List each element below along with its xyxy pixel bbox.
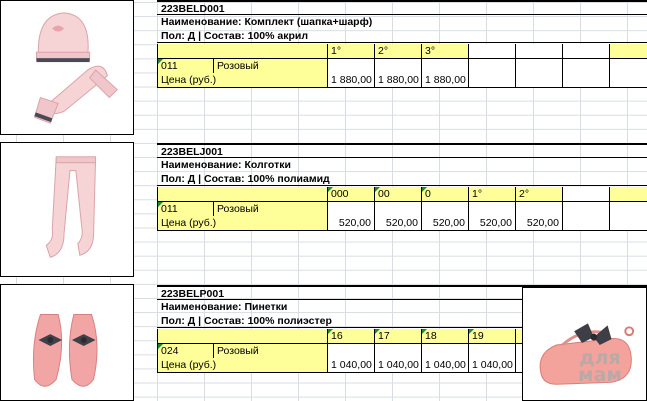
size-cell[interactable]: 16	[328, 329, 375, 343]
empty-cell[interactable]	[422, 202, 469, 216]
empty-cell[interactable]	[328, 202, 375, 216]
empty-cell[interactable]	[610, 44, 647, 58]
size-cell[interactable]: 1°	[328, 44, 375, 58]
price-cell[interactable]: 1 040,00	[469, 358, 516, 372]
empty-cell[interactable]	[563, 216, 610, 230]
size-row	[157, 187, 647, 202]
size-cell[interactable]: 000	[328, 187, 375, 201]
price-cell[interactable]: 520,00	[516, 216, 563, 230]
color-name-cell[interactable]: Розовый	[214, 344, 328, 358]
empty-cell[interactable]	[516, 59, 563, 73]
product-code[interactable]: 223BELD001	[157, 0, 647, 15]
price-cell[interactable]: 520,00	[328, 216, 375, 230]
product-name[interactable]: Наименование: Комплект (шапка+шарф)	[161, 16, 373, 28]
empty-cell[interactable]	[516, 44, 563, 58]
empty-cell[interactable]	[469, 344, 516, 358]
baby-shoes-image	[1, 285, 133, 400]
empty-cell[interactable]	[157, 329, 328, 343]
color-name-cell[interactable]: Розовый	[214, 59, 328, 73]
price-cell[interactable]: 520,00	[422, 216, 469, 230]
price-cell[interactable]: 1 880,00	[375, 73, 422, 87]
empty-cell[interactable]	[375, 344, 422, 358]
empty-cell[interactable]	[563, 187, 610, 201]
hat-scarf-set-image	[1, 1, 133, 134]
empty-cell[interactable]	[516, 202, 563, 216]
empty-cell[interactable]	[328, 59, 375, 73]
product-block-1	[157, 0, 647, 90]
product-block-2	[157, 143, 647, 233]
price-cell[interactable]: 1 880,00	[328, 73, 375, 87]
price-row	[157, 216, 647, 231]
empty-cell[interactable]	[328, 344, 375, 358]
empty-cell[interactable]	[469, 59, 516, 73]
empty-cell[interactable]	[516, 73, 563, 87]
color-name-cell[interactable]: Розовый	[214, 202, 328, 216]
size-cell[interactable]: 19	[469, 329, 516, 343]
price-label-cell[interactable]: Цена (руб.)	[157, 73, 328, 87]
empty-cell[interactable]	[610, 187, 647, 201]
color-row	[157, 202, 647, 217]
empty-cell[interactable]	[469, 44, 516, 58]
tights-image	[1, 143, 133, 276]
price-cell[interactable]: 1 040,00	[422, 358, 469, 372]
size-cell[interactable]: 17	[375, 329, 422, 343]
size-cell[interactable]: 0	[422, 187, 469, 201]
empty-cell[interactable]	[469, 73, 516, 87]
price-cell[interactable]: 1 040,00	[375, 358, 422, 372]
price-label-cell[interactable]: Цена (руб.)	[157, 358, 328, 372]
product-composition[interactable]: Пол: Д | Состав: 100% акрил	[157, 29, 647, 43]
color-code-cell[interactable]: 011	[157, 202, 214, 216]
size-cell[interactable]: 2°	[375, 44, 422, 58]
size-cell[interactable]: 2°	[516, 187, 563, 201]
price-cell[interactable]: 1 880,00	[422, 73, 469, 87]
color-row	[157, 59, 647, 74]
empty-cell[interactable]	[469, 202, 516, 216]
empty-cell[interactable]	[422, 344, 469, 358]
empty-cell[interactable]	[563, 59, 610, 73]
empty-cell[interactable]	[422, 59, 469, 73]
empty-cell[interactable]	[157, 187, 328, 201]
size-cell[interactable]: 1°	[469, 187, 516, 201]
price-label-cell[interactable]: Цена (руб.)	[157, 216, 328, 230]
product-composition[interactable]: Пол: Д | Состав: 100% полиэстер	[157, 314, 647, 328]
empty-cell[interactable]	[563, 73, 610, 87]
product-name[interactable]: Наименование: Колготки	[161, 159, 291, 171]
empty-cell[interactable]	[375, 59, 422, 73]
price-cell[interactable]: 520,00	[375, 216, 422, 230]
empty-cell[interactable]	[563, 202, 610, 216]
color-code-cell[interactable]: 011	[157, 59, 214, 73]
size-cell[interactable]: 3°	[422, 44, 469, 58]
color-code-cell[interactable]: 024	[157, 344, 214, 358]
product-photo-3	[0, 284, 134, 401]
size-row	[157, 44, 647, 59]
empty-cell[interactable]	[157, 44, 328, 58]
product-code[interactable]: 223BELP001	[157, 285, 647, 300]
watermark: для мам	[578, 347, 622, 386]
price-row	[157, 73, 647, 88]
empty-cell[interactable]	[563, 44, 610, 58]
product-name[interactable]: Наименование: Пинетки	[161, 301, 288, 313]
empty-cell[interactable]	[375, 202, 422, 216]
price-cell[interactable]: 1 040,00	[328, 358, 375, 372]
size-cell[interactable]: 18	[422, 329, 469, 343]
product-code[interactable]: 223BELJ001	[157, 143, 647, 158]
product-composition[interactable]: Пол: Д | Состав: 100% полиамид	[157, 172, 647, 186]
price-cell[interactable]: 520,00	[469, 216, 516, 230]
size-cell[interactable]: 00	[375, 187, 422, 201]
product-photo-1	[0, 0, 134, 135]
product-photo-2	[0, 142, 134, 277]
